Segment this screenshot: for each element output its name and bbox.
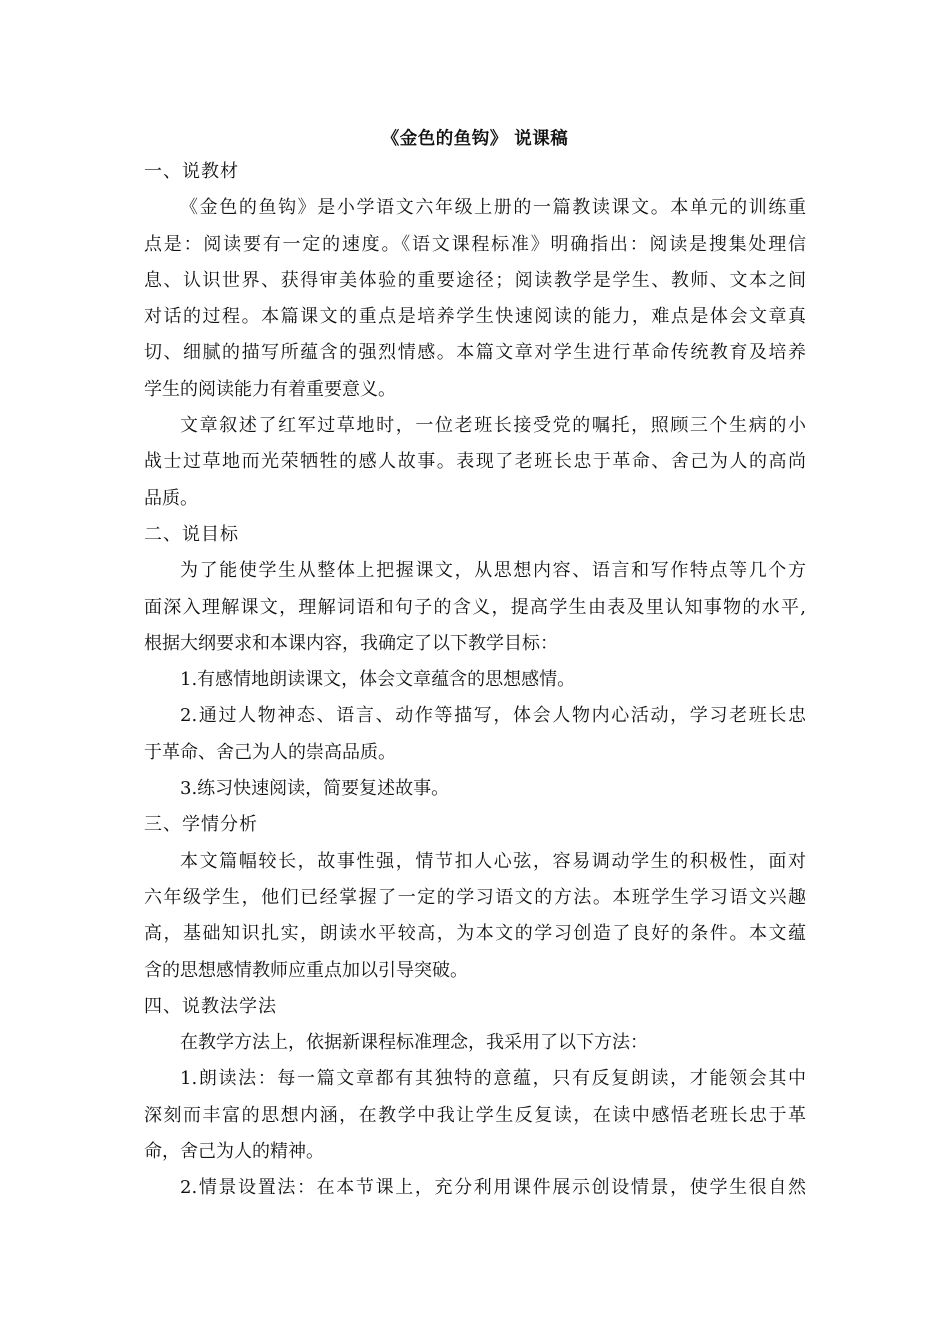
paragraph-line: 息、认识世界、获得审美体验的重要途径；阅读教学是学生、教师、文本之间 <box>144 269 806 291</box>
paragraph-line: 六年级学生，他们已经掌握了一定的学习语文的方法。本班学生学习语文兴趣 <box>144 886 806 908</box>
section-heading: 二、说目标 <box>144 523 239 545</box>
paragraph-line: 于革命、舍己为人的崇高品质。 <box>144 741 396 763</box>
paragraph-line: 战士过草地而光荣牺牲的感人故事。表现了老班长忠于革命、舍己为人的高尚 <box>144 451 806 473</box>
method-item: 1.朗读法：每一篇文章都有其独特的意蕴，只有反复朗读，才能领会其中 <box>180 1068 806 1090</box>
paragraph-line: 为了能使学生从整体上把握课文，从思想内容、语言和写作特点等几个方 <box>180 560 806 582</box>
paragraph-line: 本文篇幅较长，故事性强，情节扣人心弦，容易调动学生的积极性，面对 <box>180 850 806 872</box>
paragraph-line: 面深入理解课文，理解词语和句子的含义，提高学生由表及里认知事物的水平, <box>144 596 806 618</box>
paragraph-line: 点是：阅读要有一定的速度。《语文课程标准》明确指出：阅读是搜集处理信 <box>144 233 806 255</box>
method-item: 2.情景设置法：在本节课上，充分利用课件展示创设情景，使学生很自然 <box>180 1177 806 1199</box>
paragraph-line: 《金色的鱼钩》是小学语文六年级上册的一篇教读课文。本单元的训练重 <box>180 197 806 219</box>
paragraph-line: 对话的过程。本篇课文的重点是培养学生快速阅读的能力，难点是体会文章真 <box>144 306 806 328</box>
paragraph-line: 深刻而丰富的思想内涵，在教学中我让学生反复读，在读中感悟老班长忠于革 <box>144 1104 806 1126</box>
objective-item: 3.练习快速阅读，简要复述故事。 <box>180 778 450 800</box>
paragraph-line: 切、细腻的描写所蕴含的强烈情感。本篇文章对学生进行革命传统教育及培养 <box>144 342 806 364</box>
section-heading: 四、说教法学法 <box>144 995 277 1017</box>
section-heading: 三、学情分析 <box>144 814 258 836</box>
paragraph-line: 品质。 <box>144 487 198 509</box>
paragraph-line: 学生的阅读能力有着重要意义。 <box>144 378 396 400</box>
paragraph-line: 根据大纲要求和本课内容，我确定了以下教学目标： <box>144 632 558 654</box>
paragraph-line: 命，舍己为人的精神。 <box>144 1141 324 1163</box>
section-heading: 一、说教材 <box>144 161 239 182</box>
paragraph-line: 含的思想感情教师应重点加以引导突破。 <box>144 959 468 981</box>
paragraph-line: 在教学方法上，依据新课程标准理念，我采用了以下方法： <box>180 1032 648 1054</box>
objective-item: 1.有感情地朗读课文，体会文章蕴含的思想感情。 <box>180 669 576 691</box>
paragraph-line: 文章叙述了红军过草地时，一位老班长接受党的嘱托，照顾三个生病的小 <box>180 415 806 437</box>
objective-item: 2.通过人物神态、语言、动作等描写，体会人物内心活动，学习老班长忠 <box>180 705 806 727</box>
document-title: 《金色的鱼钩》 说课稿 <box>381 129 569 149</box>
document-page <box>144 124 806 1207</box>
paragraph-line: 高，基础知识扎实，朗读水平较高，为本文的学习创造了良好的条件。本文蕴 <box>144 923 806 945</box>
